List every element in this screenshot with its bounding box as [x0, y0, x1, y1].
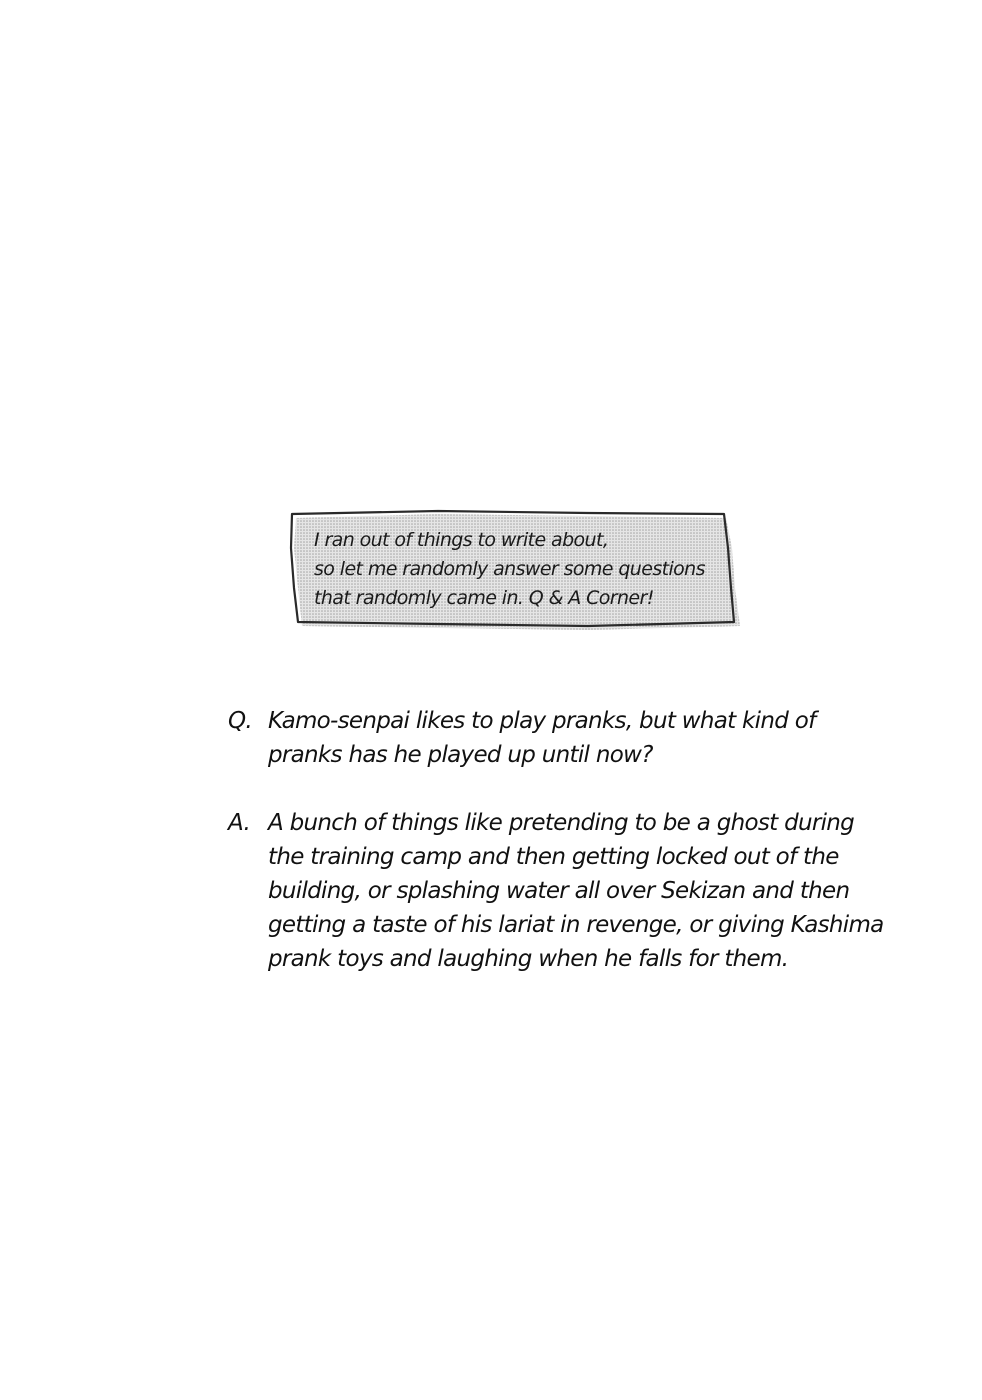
intro-note-text — [314, 526, 734, 613]
question-line: pranks has he played up until now? — [268, 742, 653, 768]
answer-line: the training camp and then getting locked out of the — [268, 844, 839, 870]
answer-marker: A. — [228, 810, 251, 836]
question-marker: Q. — [228, 708, 253, 734]
answer-line: prank toys and laughing when he falls for them. — [268, 946, 789, 972]
intro-note-box — [288, 508, 748, 638]
question-block — [228, 704, 868, 772]
answer-line: building, or splashing water all over Sekizan and then — [268, 878, 850, 904]
answer-text — [268, 806, 884, 976]
question-line: Kamo-senpai likes to play pranks, but what kind of — [268, 708, 816, 734]
intro-note-line: so let me randomly answer some questions — [314, 558, 705, 580]
answer-block — [228, 806, 884, 976]
answer-line: A bunch of things like pretending to be a ghost during — [268, 810, 855, 836]
question-text — [268, 704, 868, 772]
intro-note-line: I ran out of things to write about, — [314, 529, 609, 551]
answer-line: getting a taste of his lariat in revenge, or giving Kashima — [268, 912, 884, 938]
intro-note-line: that randomly came in. Q & A Corner! — [314, 587, 654, 609]
